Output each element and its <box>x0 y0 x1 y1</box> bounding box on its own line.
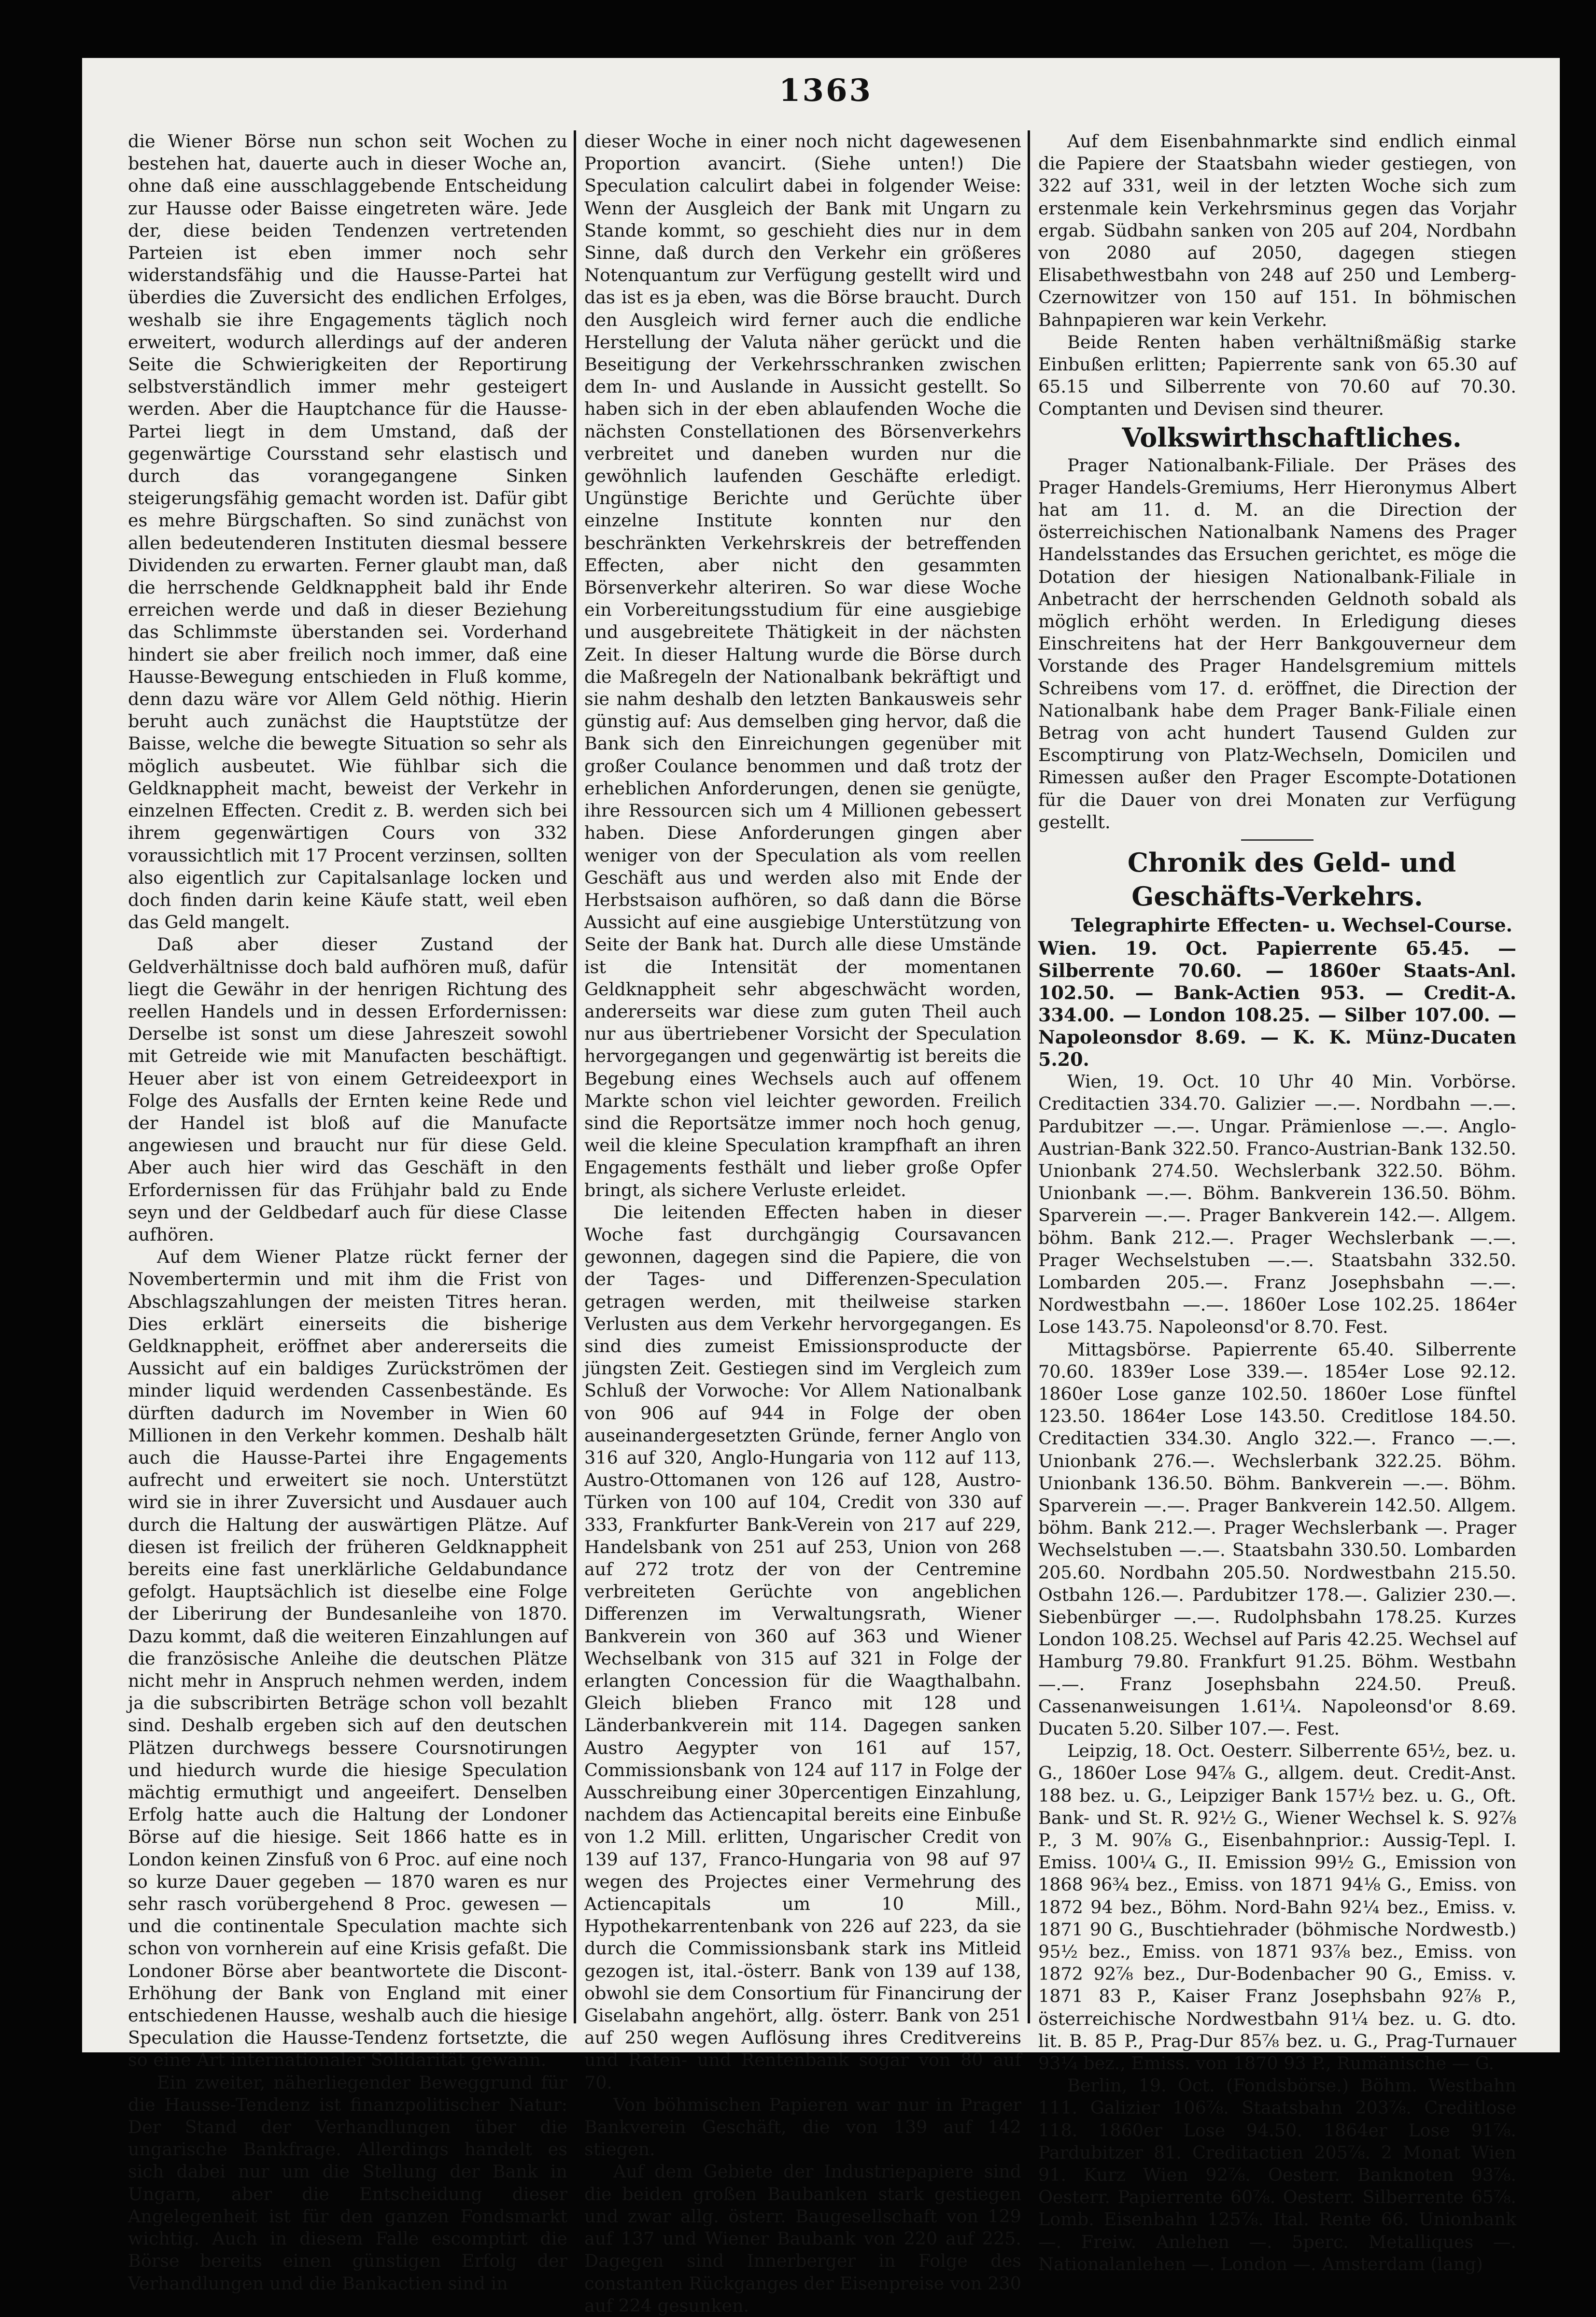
section-heading-volkswirthschaft: Volkswirthschaftliches. <box>1122 422 1462 453</box>
paragraph: Beide Renten haben verhältnißmäßig starke Einbußen erlitten; Papierrente sank von 65.30 auf 65.15 und Silberrente von 70.60 auf 70.30. Comptanten und Devisen sind theurer. <box>1038 331 1516 420</box>
paragraph: Von böhmischen Papieren war nur in Prager Bankverein Geschäft, die von 139 auf 142 stiegen. <box>584 2094 1021 2160</box>
market-report: Berlin, 19. Oct. (Fondsbörse.) Böhm. Westbahn 111. Galizier 106⅞. Staatsbahn 203⅞. Creditlose 118. 1860er Lose 94.50. 1864er Lose 91⅞. Pardubitzer 81. Creditactien 205⅞. 2 Monat Wien 91. Kurz Wien 92⅞. Oesterr. Banknoten 93⅞. Oesterr. Papierrente 60⅞. Oesterr. Silberrente 65⅞. Lomb. Eisenbahn 125⅞. Ital. Rente 66. Unionbank —. Freiw. Anlehen —. 5perc. Metalliques —. Nationalanlehen —. London —. Amsterdam (lang) <box>1038 2075 1516 2275</box>
paragraph: dieser Woche in einer noch nicht dagewesenen Proportion avancirt. (Siehe unten!) Die Speculation calculirt dabei in folgender Weise: Wenn der Ausgleich der Bank mit Ungarn zu Stande kommt, so geschieht dies nur in dem Sinne, daß durch den Verkehr ein größeres Notenquantum zur Verfügung gestellt wird und das ist es ja eben, was die Börse braucht. Durch den Ausgleich wird ferner auch die endliche Herstellung der Valuta näher gerückt und die Beseitigung der Verkehrsschranken zwischen dem In- und Auslande in Aussicht gestellt. So haben sich in der eben ablaufenden Woche die nächsten Constellationen des Börsenverkehrs verbreitet und daneben wurden nur die gewöhnlich laufenden Geschäfte erledigt. Ungünstige Berichte und Gerüchte über einzelne Institute konnten nur den beschränkten Verkehrskreis der betreffenden Effecten, aber nicht den gesammten Börsenverkehr alteriren. So war diese Woche ein Vorbereitungsstudium für eine ausgiebige und ausgebreitete Thätigkeit in der nächsten Zeit. In dieser Haltung wurde die Börse durch die Maßregeln der Nationalbank bekräftigt und sie nahm deshalb den letzten Bankausweis sehr günstig auf: Aus demselben ging hervor, daß die Bank sich den Einreichungen gegenüber mit großer Coulance benommen und daß trotz der erheblichen Anforderungen, denen sie genügte, ihre Ressourcen sich um 4 Millionen gebessert haben. Diese Anforderungen gingen aber weniger von der Speculation als vom reellen Geschäft aus und werden also mit Ende der Herbstsaison aufhören, so daß dann die Börse Aussicht auf eine ausgiebige Unterstützung von Seite der Bank hat. Durch alle diese Umstände ist die Intensität der momentanen Geldknappheit sehr abgeschwächt worden, andererseits war diese zum guten Theil auch nur aus übertriebener Vorsicht der Speculation hervorgegangen und gegenwärtig ist bereits die Begebung eines Wechsels auch auf offenem Markte schon viel leichter geworden. Freilich sind die Reportsätze immer noch hoch genug, weil die kleine Speculation krampfhaft an ihren Engagements festhält und lieber große Opfer bringt, als sichere Verluste erleidet. <box>584 131 1021 1201</box>
paragraph: Auf dem Eisenbahnmarkte sind endlich einmal die Papiere der Staatsbahn wieder gestiegen, von 322 auf 331, weil in der letzten Woche sich zum erstenmale kein Verkehrsminus gegen das Vorjahr ergab. Südbahn sanken von 205 auf 204, Nordbahn von 2080 auf 2050, dagegen stiegen Elisabethwestbahn von 248 auf 250 und Lemberg-Czernowitzer von 150 auf 151. In böhmischen Bahnpapieren war kein Verkehr. <box>1038 131 1516 330</box>
section-heading-chronik: Chronik des Geld- und Geschäfts-Verkehrs. <box>1127 847 1456 912</box>
market-report: Mittagsbörse. Papierrente 65.40. Silberrente 70.60. 1839er Lose 339.—. 1854er Lose 92.12. 1860er Lose ganze 102.50. 1860er Lose fünftel 123.50. 1864er Lose 143.50. Creditlose 184.50. Creditactien 334.30. Anglo 322.—. Franco —.—. Unionbank 276.—. Wechslerbank 322.25. Böhm. Unionbank 136.50. Böhm. Bankverein —.—. Böhm. Sparverein —.—. Prager Bankverein 142.50. Allgem. böhm. Bank 212.—. Prager Wechslerbank —. Prager Wechselstuben —.—. Staatsbahn 330.50. Lombarden 205.60. Nordbahn 205.50. Nordwestbahn 215.50. Ostbahn 126.—. Pardubitzer 178.—. Galizier 230.—. Siebenbürger —.—. Rudolphsbahn 178.25. Kurzes London 108.25. Wechsel auf Paris 42.25. Wechsel auf Hamburg 79.80. Frankfurt 91.25. Böhm. Westbahn —.—. Franz Josephsbahn 224.50. Preuß. Cassenanweisungen 1.61¼. Napoleonsd'or 8.69. Ducaten 5.20. Silber 107.—. Fest. <box>1038 1339 1516 1739</box>
newspaper-page <box>82 58 1560 2316</box>
paragraph: Die leitenden Effecten haben in dieser Woche fast durchgängig Coursavancen gewonnen, dagegen sind die Papiere, die von der Tages- und Differenzen-Speculation getragen werden, mit theilweise starken Verlusten aus dem Verkehr hervorgegangen. Es sind dies zumeist Emissionsproducte der jüngsten Zeit. Gestiegen sind im Vergleich zum Schluß der Vorwoche: Vor Allem Nationalbank von 906 auf 944 in Folge der oben auseinandergesetzten Gründe, ferner Anglo von 316 auf 320, Anglo-Hungaria von 112 auf 113, Austro-Ottomanen von 126 auf 128, Austro-Türken von 100 auf 104, Credit von 330 auf 333, Frankfurter Bank-Verein von 217 auf 229, Handelsbank von 251 auf 253, Union von 268 auf 272 trotz der von der Centremine verbreiteten Gerüchte von angeblichen Differenzen im Verwaltungsrath, Wiener Bankverein von 360 auf 363 und Wiener Wechselbank von 315 auf 321 in Folge der erlangten Concession für die Waagthalbahn. Gleich blieben Franco mit 128 und Länderbankverein mit 114. Dagegen sanken Austro Aegypter von 161 auf 157, Commissionsbank von 124 auf 117 in Folge der Ausschreibung einer 30percentigen Einzahlung, nachdem das Actiencapital bereits eine Einbuße von 1.2 Mill. erlitten, Ungarischer Credit von 139 auf 137, Franco-Hungaria von 98 auf 97 wegen des Projectes einer Vermehrung des Actiencapitals um 10 Mill., Hypothekarrentenbank von 226 auf 223, da sie durch die Commissionsbank stark ins Mitleid gezogen ist, ital.-österr. Bank von 139 auf 138, obwohl sie dem Consortium für Financirung der Giselabahn angehört, allg. österr. Bank von 251 auf 250 wegen Auflösung ihres Creditvereins und Raten- und Rentenbank sogar von 80 auf 70. <box>584 1201 1021 2093</box>
column-2 <box>584 130 1021 2316</box>
section-divider <box>1241 839 1314 841</box>
column-3 <box>1038 130 1516 2275</box>
paragraph: die Wiener Börse nun schon seit Wochen zu bestehen hat, dauerte auch in dieser Woche an, ohne daß eine ausschlaggebende Entscheidung zur Hausse oder Baisse eingetreten wäre. Jede der, diese beiden Tendenzen vertretenden Parteien ist eben immer noch sehr widerstandsfähig und die Hausse-Partei hat überdies die Zuversicht des endlichen Erfolges, weshalb sie ihre Engagements täglich noch erweitert, wodurch allerdings auf der anderen Seite die Schwierigkeiten der Reportirung selbstverständlich immer mehr gesteigert werden. Aber die Hauptchance für die Hausse-Partei liegt in dem Umstand, daß der gegenwärtige Coursstand sehr elastisch und durch das vorangegangene Sinken steigerungsfähig gemacht worden ist. Dafür gibt es mehre Bürgschaften. So sind zunächst von allen bedeutenderen Instituten diesmal bessere Dividenden zu erwarten. Ferner glaubt man, daß die herrschende Geldknappheit bald ihr Ende erreichen werde und daß in dieser Beziehung das Schlimmste überstanden sei. Vorderhand hindert sie aber freilich noch immer, daß eine Hausse-Bewegung entschieden in Fluß komme, denn dazu wäre vor Allem Geld nöthig. Hierin beruht auch zunächst die Hauptstütze der Baisse, welche die bewegte Situation so sehr als möglich ausbeutet. Wie fühlbar sich die Geldknappheit macht, beweist der Verkehr in einzelnen Effecten. Credit z. B. werden sich bei ihrem gegenwärtigen Cours von 332 voraussichtlich mit 17 Procent verzinsen, sollten also eigentlich zur Capitalsanlage locken und doch finden darin keine Käufe statt, weil eben das Geld mangelt. <box>128 131 567 933</box>
market-report: Wien, 19. Oct. 10 Uhr 40 Min. Vorbörse. Creditactien 334.70. Galizier —.—. Nordbahn —.—. Pardubitzer —.—. Ungar. Prämienlose —.—. Anglo-Austrian-Bank 322.50. Franco-Austrian-Bank 132.50. Unionbank 274.50. Wechslerbank 322.50. Böhm. Unionbank —.—. Böhm. Bankverein 136.50. Böhm. Sparverein —.—. Prager Bankverein 142.—. Allgem. böhm. Bank 212.—. Prager Wechslerbank —.—. Prager Wechselstuben —.—. Staatsbahn 332.50. Lombarden 205.—. Franz Josephsbahn —.—. Nordwestbahn —.—. 1860er Lose 102.25. 1864er Lose 143.75. Napoleonsd'or 8.70. Fest. <box>1038 1071 1516 1338</box>
market-report: Leipzig, 18. Oct. Oesterr. Silberrente 65½, bez. u. G., 1860er Lose 94⅞ G., allgem. deut. Credit-Anst. 188 bez. u. G., Leipziger Bank 157½ bez. u. G., Oft. Bank- und St. R. 92½ G., Wiener Wechsel k. S. 92⅞ P., 3 M. 90⅞ G., Eisenbahnprior.: Aussig-Tepl. I. Emiss. 100¼ G., II. Emission 99½ G., Emission von 1868 96¾ bez., Emiss. von 1871 94⅛ G., Emiss. von 1872 94 bez., Böhm. Nord-Bahn 92¼ bez., Emiss. v. 1871 90 G., Buschtiehrader (böhmische Nordwestb.) 95½ bez., Emiss. von 1871 93⅞ bez., Emiss. von 1872 92⅞ bez., Dur-Bodenbacher 90 G., Emiss. v. 1871 83 P., Kaiser Franz Josephsbahn 92⅞ P., österreichische Nordwestbahn 91¼ bez. u. G. dto. lit. B. 85 P., Prag-Dur 85⅞ bez. u. G., Prag-Turnauer 93¼ bez., Emiss. von 1870 93 P., Rumänische — G. <box>1038 1740 1516 2074</box>
paragraph: Auf dem Gebiete der Industriepapiere sind die beiden großen Baubanken stark gestiegen und zwar allg. österr. Baugesellschaft von 129 auf 137 und Wiener Baubank von 220 auf 225. Dagegen sind Innerberger in Folge des constanten Rückganges der Eisenpreise von 230 auf 224 gesunken. <box>584 2161 1021 2316</box>
column-rule <box>1028 130 1030 2023</box>
telegram-wien: Wien. 19. Oct. Papierrente 65.45. — Silberrente 70.60. — 1860er Staats-Anl. 102.50. — Bank-Actien 953. — Credit-A. 334.00. — London 108.25. — Silber 107.00. — Napoleonsdor 8.69. — K. K. Münz-Ducaten 5.20. <box>1038 937 1516 1071</box>
column-rule <box>574 130 576 2023</box>
paragraph: Ein zweiter, näherliegender Beweggrund für die Hausse-Tendenz ist finanzpolitischer Natur: Der Stand der Verhandlungen über die ungarische Bankfrage. Allerdings handelt es sich dabei nur um die Stellung der Bank in Ungarn, aber die Entscheidung dieser Angelegenheit ist für den ganzen Fondsmarkt wichtig. Auch in diesem Falle escomptirt die Börse bereits einen günstigen Erfolg der Verhandlungen und die Bankactien sind in <box>128 2072 567 2294</box>
page-number: 1363 <box>778 72 873 109</box>
paragraph: Daß aber dieser Zustand der Geldverhältnisse doch bald aufhören muß, dafür liegt die Gewähr in der henrigen Richtung des reellen Handels und in dessen Erfordernissen: Derselbe ist sonst um diese Jahreszeit sowohl mit Getreide wie mit Manufacten beschäftigt. Heuer aber ist von einem Getreideexport in Folge des Ausfalls der Ernten keine Rede und der Handel ist bloß auf die Manufacte angewiesen und braucht nur für diese Geld. Aber auch hier wird das Geschäft in den Erfordernissen für das Frühjahr bald zu Ende seyn und der Geldbedarf auch für diese Classe aufhören. <box>128 934 567 1245</box>
paragraph: Prager Nationalbank-Filiale. Der Präses des Prager Handels-Gremiums, Herr Hieronymus Albert hat am 11. d. M. an die Direction der österreichischen Nationalbank Namens des Prager Handelsstandes das Ersuchen gerichtet, es möge die Dotation der hiesigen Nationalbank-Filiale in Anbetracht der herrschenden Geldnoth sobald als möglich erhöht werden. In Erledigung dieses Einschreitens hat der Herr Bankgouverneur dem Vorstande des Prager Handelsgremium mittels Schreibens vom 17. d. eröffnet, die Direction der Nationalbank habe dem Prager Bank-Filiale einen Betrag von acht hundert Tausend Gulden zur Escomptirung von Platz-Wechseln, Domicilen und Rimessen außer den Prager Escompte-Dotationen für die Dauer von drei Monaten zur Verfügung gestellt. <box>1038 454 1516 833</box>
paragraph: Auf dem Wiener Platze rückt ferner der Novembertermin und mit ihm die Frist von Abschlagszahlungen der meisten Titres heran. Dies erklärt einerseits die bisherige Geldknappheit, eröffnet aber andererseits die Aussicht auf ein baldiges Zurückströmen der minder liquid werdenden Cassenbestände. Es dürften dadurch im November in Wien 60 Millionen in den Verkehr kommen. Deshalb hält auch die Hausse-Partei ihre Engagements aufrecht und erweitert sie noch. Unterstützt wird sie in ihrer Zuversicht und Ausdauer auch durch die Haltung der auswärtigen Plätze. Auf diesen ist freilich der früheren Geldknappheit bereits eine fast unerklärliche Geldabundance gefolgt. Hauptsächlich ist dieselbe eine Folge der Liberirung der Bundesanleihe von 1870. Dazu kommt, daß die weiteren Einzahlungen auf die französische Anleihe die deutschen Plätze nicht mehr in Anspruch nehmen werden, indem ja die subscribirten Beträge schon voll bezahlt sind. Deshalb ergeben sich auf den deutschen Plätzen durchwegs bessere Coursnotirungen und hiedurch wurde die hiesige Speculation mächtig ermuthigt und angeeifert. Denselben Erfolg hatte auch die Haltung der Londoner Börse auf die hiesige. Seit 1866 hatte es in London keinen Zinsfuß von 6 Proc. auf eine noch so kurze Dauer gegeben — 1870 waren es nur sehr rasch vorübergehend 8 Proc. gewesen — und die continentale Speculation machte sich schon von vornherein auf eine Krisis gefaßt. Die Londoner Börse aber beantwortete die Discont-Erhöhung der Bank von England mit einer entschiedenen Hausse, weshalb auch die hiesige Speculation die Hausse-Tendenz fortsetzte, die so eine Art internationaler Solidarität gewann. <box>128 1246 567 2071</box>
subheading-telegraphirte: Telegraphirte Effecten- u. Wechsel-Course. <box>1071 914 1512 936</box>
column-1 <box>128 130 567 2294</box>
